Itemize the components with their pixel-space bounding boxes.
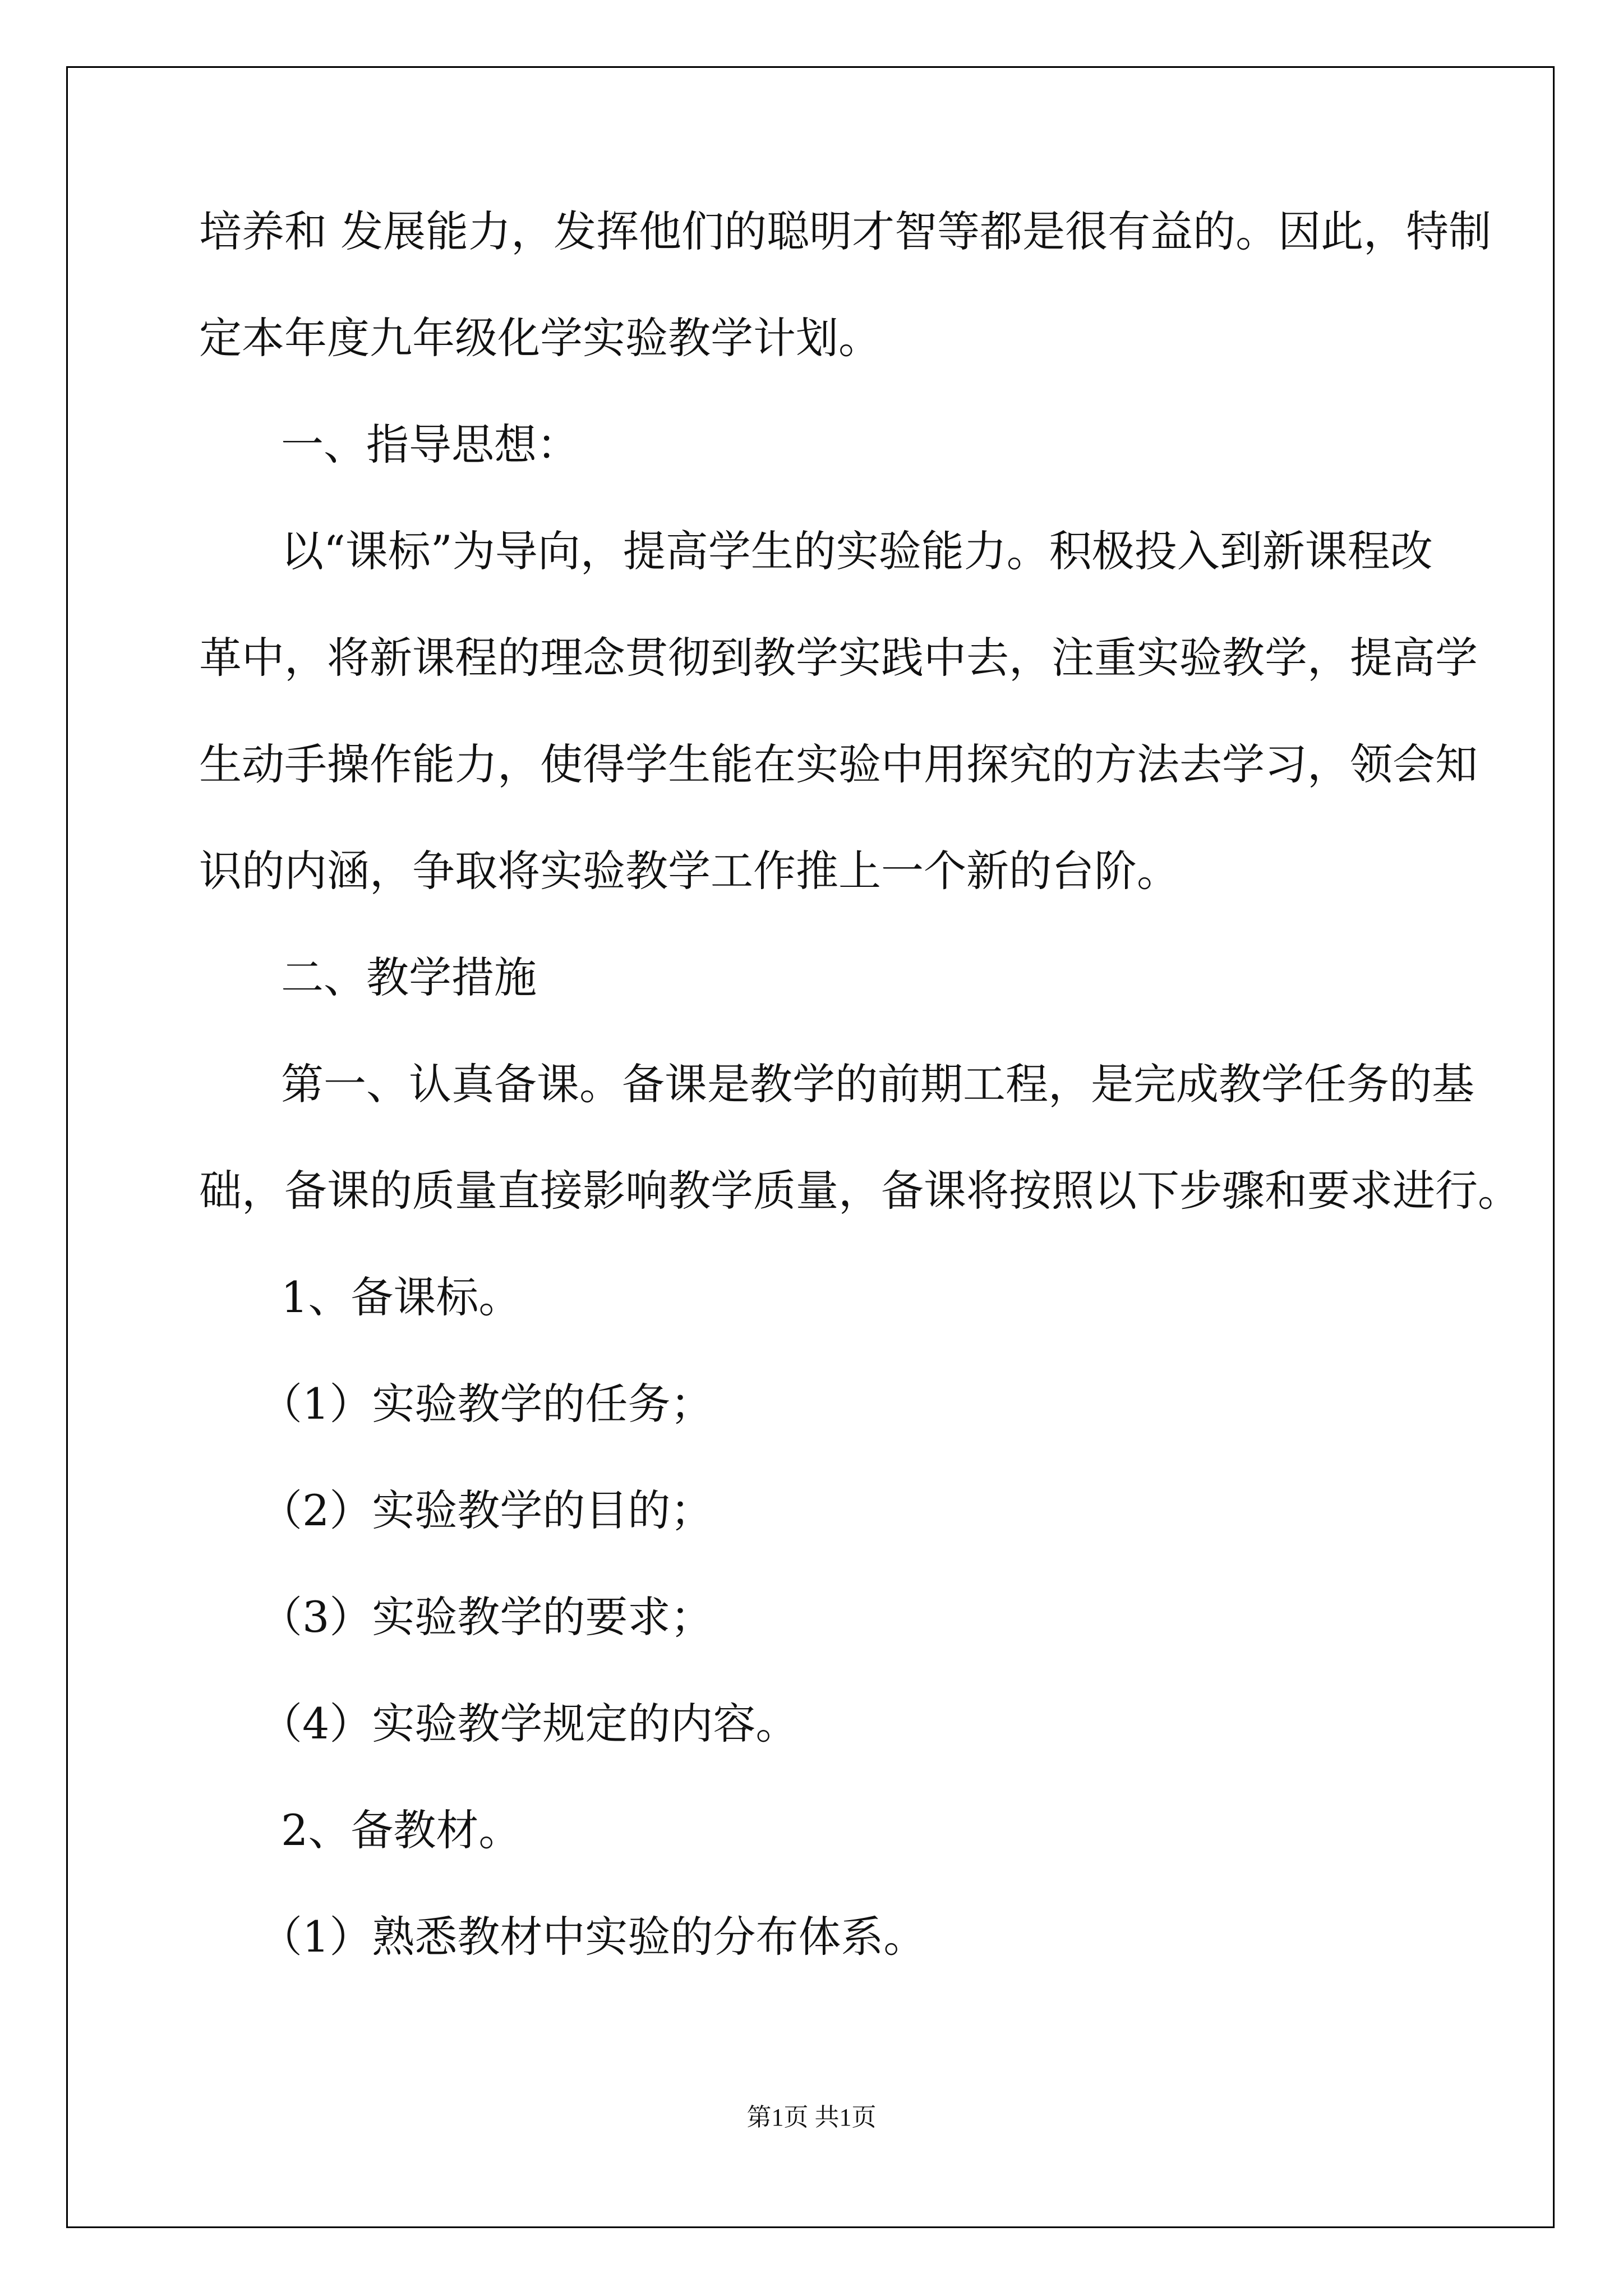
list-item: （4）实验教学规定的内容。 bbox=[260, 1699, 799, 1749]
paragraph-line: 础，备课的质量直接影响教学质量，备课将按照以下步骤和要求进行。 bbox=[199, 1166, 1520, 1216]
paragraph-line: 定本年度九年级化学实验教学计划。 bbox=[199, 313, 881, 363]
list-item: （1）实验教学的任务； bbox=[260, 1379, 713, 1429]
list-item: 2、备教材。 bbox=[281, 1805, 522, 1855]
page-footer: 第1页 共1页 bbox=[746, 2104, 877, 2131]
list-item: （1）熟悉教材中实验的分布体系。 bbox=[260, 1912, 926, 1962]
paragraph-line: 生动手操作能力，使得学生能在实验中用探究的方法去学习，领会知 bbox=[199, 739, 1478, 789]
page-border bbox=[66, 66, 1555, 2228]
list-item: （3）实验教学的要求； bbox=[260, 1592, 713, 1642]
paragraph-line: 第一、认真备课。备课是教学的前期工程，是完成教学任务的基 bbox=[281, 1059, 1474, 1109]
paragraph-line: 以“课标”为导向，提高学生的实验能力。积极投入到新课程改 bbox=[281, 526, 1433, 576]
paragraph-line: 培养和 发展能力，发挥他们的聪明才智等都是很有益的。因此，特制 bbox=[199, 206, 1492, 256]
list-item: 1、备课标。 bbox=[281, 1272, 522, 1322]
list-item: （2）实验教学的目的； bbox=[260, 1485, 713, 1535]
paragraph-line: 革中，将新课程的理念贯彻到教学实践中去，注重实验教学，提高学 bbox=[199, 633, 1478, 683]
paragraph-line: 识的内涵，争取将实验教学工作推上一个新的台阶。 bbox=[199, 846, 1179, 896]
section-heading-teaching-measures: 二、教学措施 bbox=[281, 953, 537, 1002]
section-heading-guiding-thought: 一、指导思想： bbox=[281, 420, 579, 470]
